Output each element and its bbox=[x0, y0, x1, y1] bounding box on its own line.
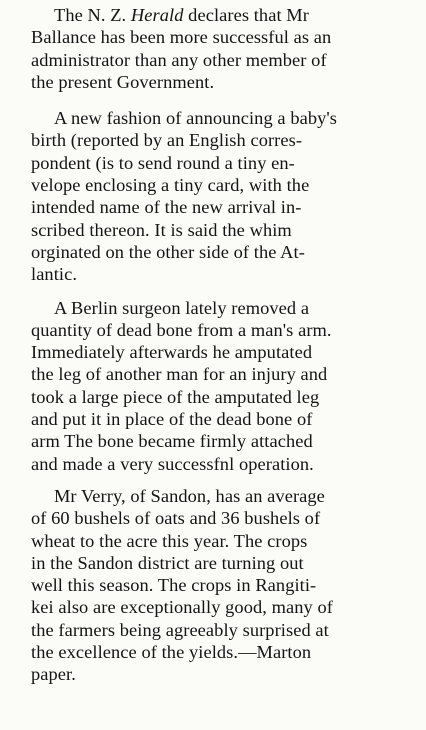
text-line: Immediately afterwards he amputated bbox=[31, 342, 313, 363]
text-line bbox=[8, 4, 418, 26]
paragraph-sandon-crops bbox=[8, 485, 418, 686]
text-line: the farmers being agreeably surprised at bbox=[31, 619, 329, 640]
newspaper-title: Herald bbox=[130, 5, 184, 25]
text-line: took a large piece of the amputated leg bbox=[31, 386, 320, 407]
text-segment: declares that Mr bbox=[183, 5, 309, 25]
text-line: Mr Verry, of Sandon, has an average bbox=[54, 485, 325, 506]
paragraph-baby-birth-fashion bbox=[8, 107, 418, 285]
text-line: paper. bbox=[31, 664, 76, 685]
text-line: A new fashion of announcing a baby's bbox=[54, 108, 338, 129]
text-line: wheat to the acre this year. The crops bbox=[31, 530, 308, 551]
text-segment: The N. Z. bbox=[54, 5, 131, 25]
text-line: lantic. bbox=[31, 264, 78, 285]
text-line: in the Sandon district are turning out bbox=[31, 552, 304, 573]
text-line: the present Government. bbox=[31, 71, 215, 92]
paragraph-berlin-surgeon bbox=[8, 297, 418, 475]
text-line: orginated on the other side of the At- bbox=[31, 241, 305, 262]
text-line: administrator than any other member of bbox=[31, 49, 327, 70]
text-line: kei also are exceptionally good, many of bbox=[31, 597, 333, 618]
text-line: the excellence of the yields.—Marton bbox=[31, 642, 312, 663]
text-line: scribed thereon. It is said the whim bbox=[31, 219, 292, 240]
text-line: and put it in place of the dead bone of bbox=[31, 409, 313, 430]
text-line: quantity of dead bone from a man's arm. bbox=[31, 319, 332, 340]
text-line: the leg of another man for an injury and bbox=[31, 364, 328, 385]
paragraph-herald-ballance bbox=[8, 4, 418, 93]
text-line: velope enclosing a tiny card, with the bbox=[31, 175, 310, 196]
text-line: birth (reported by an English corres- bbox=[31, 130, 303, 151]
text-line: pondent (is to send round a tiny en- bbox=[31, 152, 295, 173]
text-line: and made a very successfnl operation. bbox=[31, 453, 314, 474]
text-line: well this season. The crops in Rangiti- bbox=[31, 575, 317, 596]
text-line: intended name of the new arrival in- bbox=[31, 197, 302, 218]
text-line: arm The bone became firmly attached bbox=[31, 431, 313, 452]
text-line: of 60 bushels of oats and 36 bushels of bbox=[31, 508, 321, 529]
text-line: Ballance has been more successful as an bbox=[31, 27, 332, 48]
text-line: A Berlin surgeon lately removed a bbox=[54, 297, 310, 318]
